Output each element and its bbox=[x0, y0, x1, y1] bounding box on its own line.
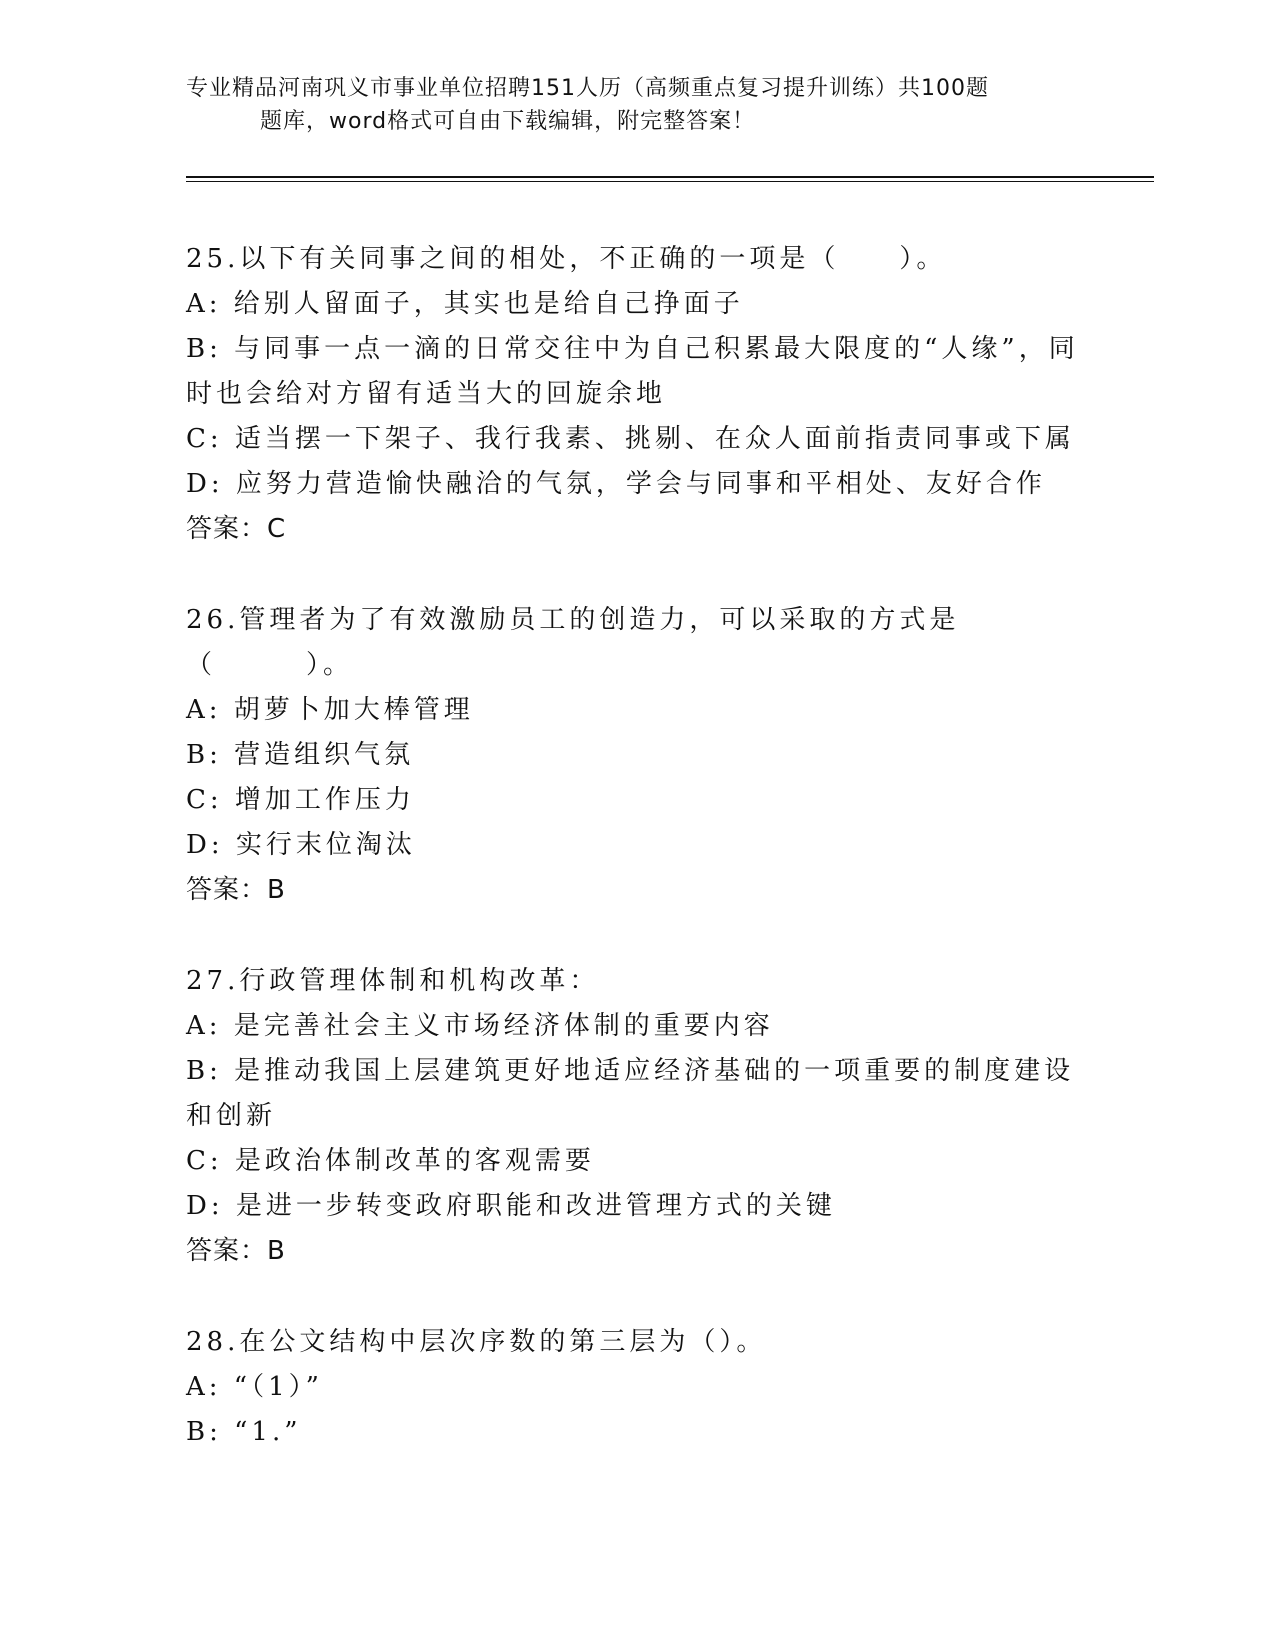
question-text bbox=[186, 237, 1086, 282]
option-a: A: 是完善社会主义市场经济体制的重要内容 bbox=[186, 1011, 774, 1041]
question-26 bbox=[186, 598, 1086, 913]
option-a: A: “（1）” bbox=[186, 1372, 323, 1402]
option-d: D: 应努力营造愉快融洽的气氛，学会与同事和平相处、友好合作 bbox=[186, 469, 1046, 499]
header-divider-thin bbox=[186, 181, 1154, 182]
question-number: 25. bbox=[186, 244, 240, 274]
option-d: D: 是进一步转变政府职能和改进管理方式的关键 bbox=[186, 1191, 836, 1221]
option-b: B: 是推动我国上层建筑更好地适应经济基础的一项重要的制度建设和创新 bbox=[186, 1056, 1075, 1131]
question-stem: 管理者为了有效激励员工的创造力，可以采取的方式是（ ）。 bbox=[186, 605, 960, 680]
answer: 答案：B bbox=[186, 875, 286, 905]
question-list bbox=[186, 237, 1086, 1501]
question-text bbox=[186, 959, 1086, 1004]
answer: 答案：C bbox=[186, 514, 287, 544]
option-c: C: 增加工作压力 bbox=[186, 785, 415, 815]
question-number: 27. bbox=[186, 966, 240, 996]
question-text bbox=[186, 1320, 1086, 1365]
question-text bbox=[186, 598, 1086, 688]
option-c: C: 适当摆一下架子、我行我素、挑剔、在众人面前指责同事或下属 bbox=[186, 424, 1075, 454]
question-stem: 行政管理体制和机构改革： bbox=[239, 966, 600, 996]
header-divider-thick bbox=[186, 176, 1154, 178]
document-header bbox=[186, 72, 1056, 138]
option-b: B: 与同事一点一滴的日常交往中为自己积累最大限度的“人缘”，同时也会给对方留有适当大的回旋余地 bbox=[186, 334, 1079, 409]
question-28 bbox=[186, 1320, 1086, 1455]
question-stem: 在公文结构中层次序数的第三层为（）。 bbox=[239, 1327, 767, 1357]
option-a: A: 胡萝卜加大棒管理 bbox=[186, 695, 474, 725]
option-b: B: “1.” bbox=[186, 1417, 302, 1447]
answer: 答案：B bbox=[186, 1236, 286, 1266]
question-27 bbox=[186, 959, 1086, 1274]
option-b: B: 营造组织气氛 bbox=[186, 740, 415, 770]
question-number: 26. bbox=[186, 605, 240, 635]
option-c: C: 是政治体制改革的客观需要 bbox=[186, 1146, 595, 1176]
header-line-1: 专业精品河南巩义市事业单位招聘151人历（高频重点复习提升训练）共100题 bbox=[186, 76, 989, 101]
question-number: 28. bbox=[186, 1327, 240, 1357]
option-a: A: 给别人留面子，其实也是给自己挣面子 bbox=[186, 289, 744, 319]
question-25 bbox=[186, 237, 1086, 552]
option-d: D: 实行末位淘汰 bbox=[186, 830, 416, 860]
header-line-2: 题库，word格式可自由下载编辑，附完整答案！ bbox=[260, 109, 756, 134]
question-stem: 以下有关同事之间的相处，不正确的一项是（ ）。 bbox=[239, 244, 947, 274]
